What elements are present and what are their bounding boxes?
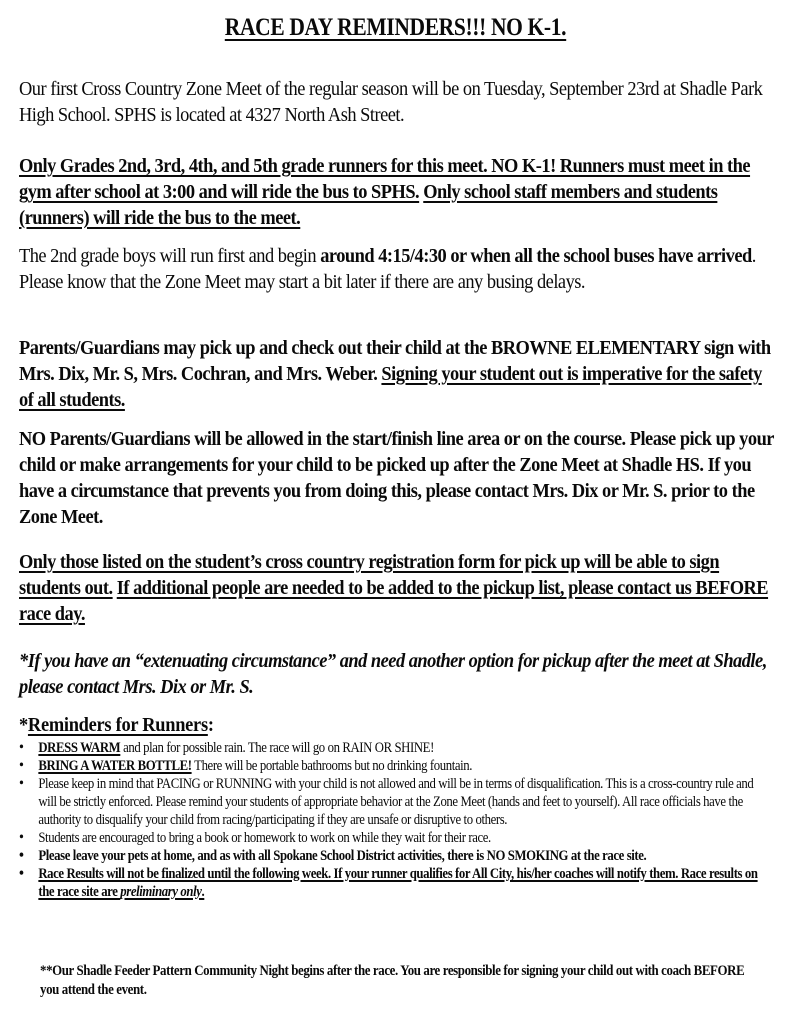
list-item: • DRESS WARM and plan for possible rain. The race will go on RAIN OR SHINE! <box>19 739 758 757</box>
grades-notice: Only Grades 2nd, 3rd, 4th, and 5th grade runners for this meet. NO K-1! Runners must meet in the gym after school at 3:00 and will ride the bus to SPHS. <box>19 155 751 203</box>
list-item: • Race Results will not be finalized until the following week. If your runner qualifies for All City, his/her coaches will notify them. Race results on the race site are preliminary only. <box>19 865 758 901</box>
intro-paragraph: Our first Cross Country Zone Meet of the regular season will be on Tuesday, September 23rd at Shadle Park High School. SPHS is located at 4327 North Ash Street. <box>19 78 763 126</box>
list-item: • Students are encouraged to bring a book or homework to work on while they wait for their race. <box>19 829 758 847</box>
bus-notice: Only school staff members and students (runners) will ride the bus to the meet. <box>19 181 718 229</box>
sign-out-notice: Signing your student out is imperative for the safety of all students. <box>19 363 762 411</box>
start-time-emphasis: around 4:15/4:30 or when all the school buses have arrived <box>320 245 752 267</box>
registration-paragraph: Only those listed on the student’s cross country registration form for pick up will be able to sign students out. If additional people are needed to be added to the pickup list, please contact us BEFORE race day. <box>19 551 769 625</box>
reminders-heading: *Reminders for Runners: <box>19 714 214 736</box>
grades-paragraph <box>19 153 779 231</box>
extenuating-paragraph: *If you have an “extenuating circumstance” and need another option for pickup after the meet at Shadle, please contact Mrs. Dix or Mr. S. <box>19 650 767 698</box>
pickup-paragraph: Parents/Guardians may pick up and check out their child at the BROWNE ELEMENTARY sign with Mrs. Dix, Mr. S, Mrs. Cochran, and Mrs. Weber. Signing your student out is imperative for the safety of all students. <box>19 337 771 411</box>
list-item: • Please leave your pets at home, and as with all Spokane School District activities, there is NO SMOKING at the race site. <box>19 847 758 865</box>
page-title: RACE DAY REMINDERS!!! NO K-1. <box>224 14 567 41</box>
list-item: • BRING A WATER BOTTLE! There will be portable bathrooms but no drinking fountain. <box>19 757 758 775</box>
community-night-footnote: **Our Shadle Feeder Pattern Community Night begins after the race. You are responsible for signing your child out with coach BEFORE you attend the event. <box>40 963 745 998</box>
no-parents-paragraph: NO Parents/Guardians will be allowed in the start/finish line area or on the course. Please pick up your child or make arrangements for your child to be picked up after the Zone Meet at Shadle HS. If you have a circumstance that prevents you from doing this, please contact Mrs. Dix or Mr. S. prior to the Zone Meet. <box>19 428 774 528</box>
reminders-list <box>19 739 758 901</box>
list-item: • Please keep in mind that PACING or RUNNING with your child is not allowed and will be in terms of disqualification. This is a cross-country rule and will be strictly enforced. Please remind your students of appropriate behavior at the Zone Meet (hands and feet to yourself). All race officials have the authority to disqualify your child from racing/participating if they are unsafe or disruptive to others. <box>19 775 758 829</box>
start-time-paragraph: The 2nd grade boys will run first and begin around 4:15/4:30 or when all the school buses have arrived. Please know that the Zone Meet may start a bit later if there are any busing delays. <box>19 245 756 293</box>
